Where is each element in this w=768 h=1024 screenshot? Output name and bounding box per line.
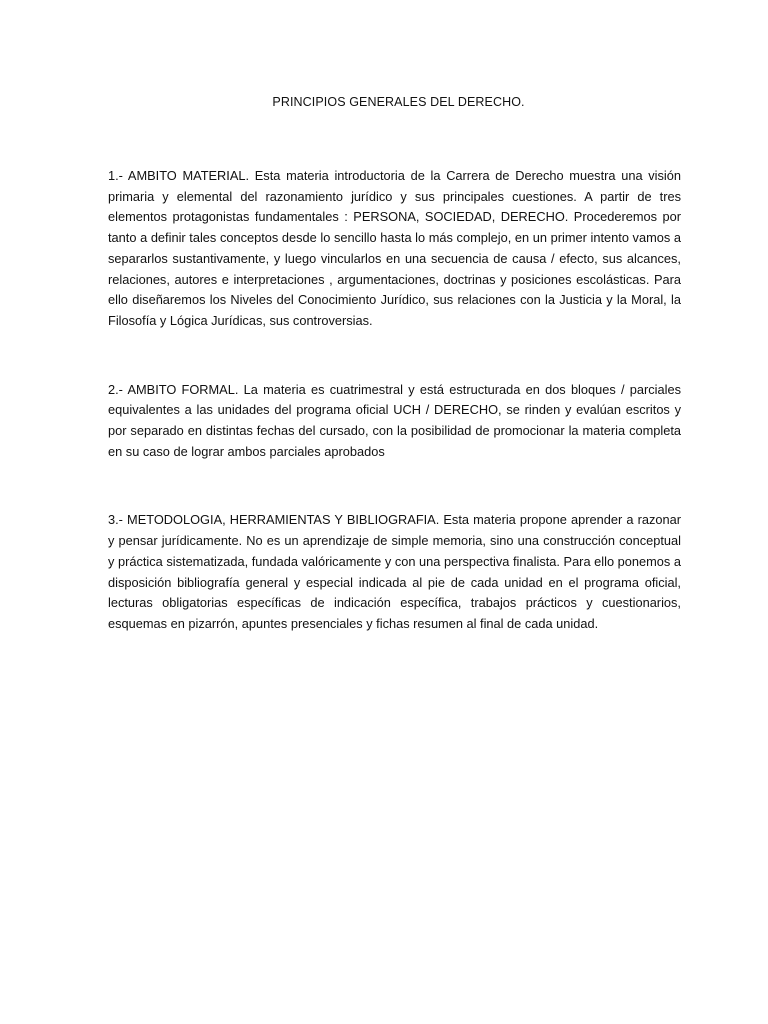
document-title: PRINCIPIOS GENERALES DEL DERECHO. xyxy=(272,95,525,109)
section-ambito-material: 1.- AMBITO MATERIAL. Esta materia introductoria de la Carrera de Derecho muestra una visión primaria y elemental del razonamiento jurídico y sus principales cuestiones. A partir de tres elementos protagonistas fundamentales : PERSONA, SOCIEDAD, DERECHO. Procederemos por tanto a definir tales conceptos desde lo sencillo hasta lo más complejo, en un primer intento vamos a separarlos sustantivamente, y luego vincularlos en una secuencia de causa / efecto, sus alcances, relaciones, autores e interpretaciones , argumentaciones, doctrinas y posiciones escolásticas. Para ello diseñaremos los Niveles del Conocimiento Jurídico, sus relaciones con la Justicia y la Moral, la Filosofía y Lógica Jurídicas, sus controversias. xyxy=(108,168,681,328)
section-metodologia: 3.- METODOLOGIA, HERRAMIENTAS Y BIBLIOGRAFIA. Esta materia propone aprender a razonar y pensar jurídicamente. No es un aprendizaje de simple memoria, sino una construcción conceptual y práctica sistematizada, fundada valóricamente y con una perspectiva finalista. Para ello ponemos a disposición bibliografía general y especial indicada al pie de cada unidad en el programa oficial, lecturas obligatorias específicas de indicación específica, trabajos prácticos y cuestionarios, esquemas en pizarrón, apuntes presenciales y fichas resumen al final de cada unidad. xyxy=(108,512,681,631)
section-ambito-formal: 2.- AMBITO FORMAL. La materia es cuatrimestral y está estructurada en dos bloques / parciales equivalentes a las unidades del programa oficial UCH / DERECHO, se rinden y evalúan escritos y por separado en distintas fechas del cursado, con la posibilidad de promocionar la materia completa en su caso de lograr ambos parciales aprobados xyxy=(108,381,681,459)
